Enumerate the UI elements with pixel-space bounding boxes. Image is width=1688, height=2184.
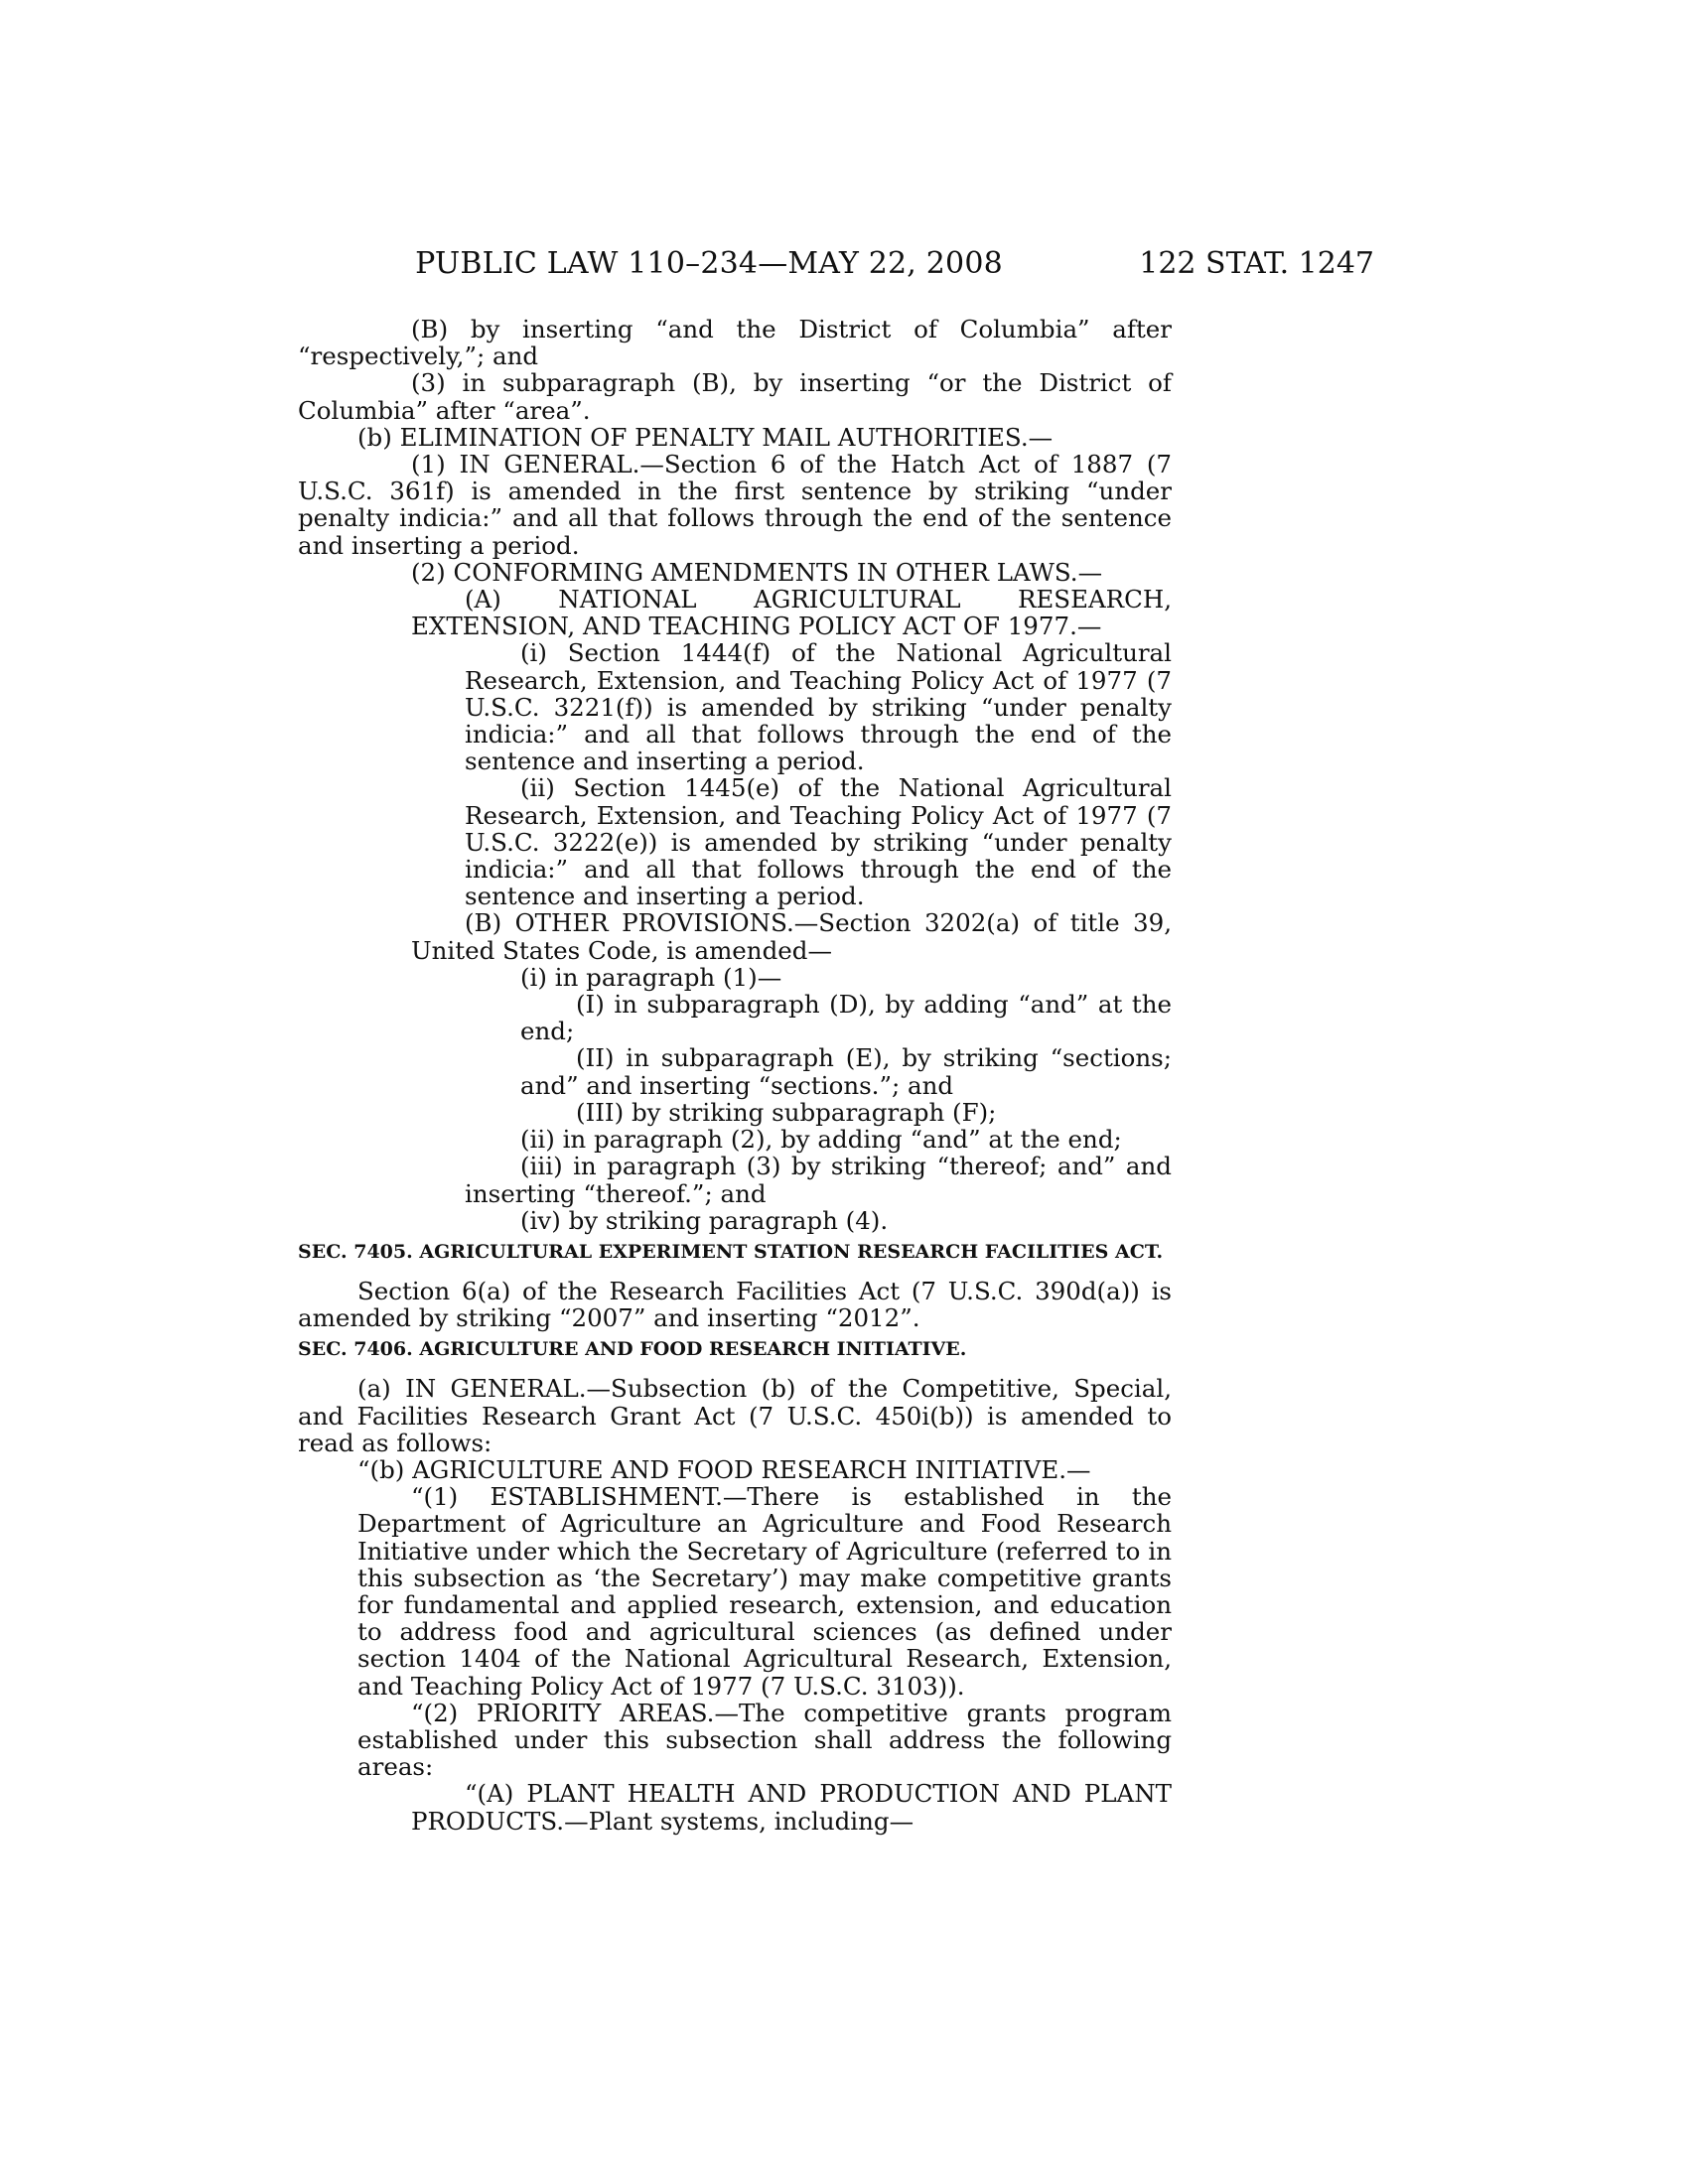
paragraph: “(1) ESTABLISHMENT.—There is established in the Department of Agriculture an Agriculture and Food Research Initiative under which the Secretary of Agriculture (referred to in this subsection as ‘the Secretary’) may make competitive grants for fundamental and applied research, extension, and education to address food and agricultural sciences (as defined under section 1404 of the National Agricultural Research, Extension, and Teaching Policy Act of 1977 (7 U.S.C. 3103)). [357,1482,1172,1701]
section-heading: SEC. 7406. AGRICULTURE AND FOOD RESEARCH INITIATIVE. [298,1338,967,1361]
paragraph: (b) ELIMINATION OF PENALTY MAIL AUTHORITIES.— [357,422,1054,452]
paragraph: (ii) in paragraph (2), by adding “and” at the end; [520,1125,1122,1155]
paragraph: (B) by inserting “and the District of Columbia” after “respectively,”; and [298,315,1172,371]
law-body-text [298,316,1172,1835]
paragraph: (B) OTHER PROVISIONS.—Section 3202(a) of title 39, United States Code, is amended— [411,908,1172,965]
paragraph: (i) in paragraph (1)— [520,962,782,992]
paragraph: (ii) Section 1445(e) of the National Agricultural Research, Extension, and Teaching Policy Act of 1977 (7 U.S.C. 3222(e)) is amended by striking “under penalty indicia:” and all that follows through the end of the sentence and inserting a period. [465,773,1172,911]
paragraph: (iii) in paragraph (3) by striking “thereof; and” and inserting “thereof.”; and [465,1152,1172,1208]
paragraph: (2) CONFORMING AMENDMENTS IN OTHER LAWS.— [411,557,1103,587]
paragraph: Section 6(a) of the Research Facilities Act (7 U.S.C. 390d(a)) is amended by striking “2007” and inserting “2012”. [298,1276,1172,1333]
paragraph: “(2) PRIORITY AREAS.—The competitive grants program established under this subsection shall address the following areas: [357,1698,1172,1782]
paragraph: “(A) PLANT HEALTH AND PRODUCTION AND PLANT PRODUCTS.—Plant systems, including— [411,1779,1172,1836]
paragraph: “(b) AGRICULTURE AND FOOD RESEARCH INITIATIVE.— [357,1454,1091,1484]
paragraph: (I) in subparagraph (D), by adding “and” at the end; [520,990,1172,1046]
paragraph: (1) IN GENERAL.—Section 6 of the Hatch Act of 1887 (7 U.S.C. 361f) is amended in the first sentence by striking “under penalty indicia:” and all that follows through the end of the sentence and inserting a period. [298,450,1172,560]
paragraph: (3) in subparagraph (B), by inserting “or the District of Columbia” after “area”. [298,368,1172,425]
paragraph: (i) Section 1444(f) of the National Agricultural Research, Extension, and Teaching Policy Act of 1977 (7 U.S.C. 3221(f)) is amended by striking “under penalty indicia:” and all that follows through the end of the sentence and inserting a period. [465,638,1172,776]
running-head-title: PUBLIC LAW 110–234—MAY 22, 2008 [415,246,1003,281]
paragraph: (A) NATIONAL AGRICULTURAL RESEARCH, EXTENSION, AND TEACHING POLICY ACT OF 1977.— [411,585,1172,641]
paragraph: (II) in subparagraph (E), by striking “sections; and” and inserting “sections.”; and [520,1043,1172,1100]
page-header [411,246,1374,286]
paragraph: (iv) by striking paragraph (4). [520,1205,889,1235]
paragraph: (a) IN GENERAL.—Subsection (b) of the Competitive, Special, and Facilities Research Grant Act (7 U.S.C. 450i(b)) is amended to read as follows: [298,1374,1172,1457]
section-heading: SEC. 7405. AGRICULTURAL EXPERIMENT STATION RESEARCH FACILITIES ACT. [298,1240,1164,1263]
paragraph: (III) by striking subparagraph (F); [576,1097,997,1127]
statute-page-number: 122 STAT. 1247 [1139,246,1374,281]
